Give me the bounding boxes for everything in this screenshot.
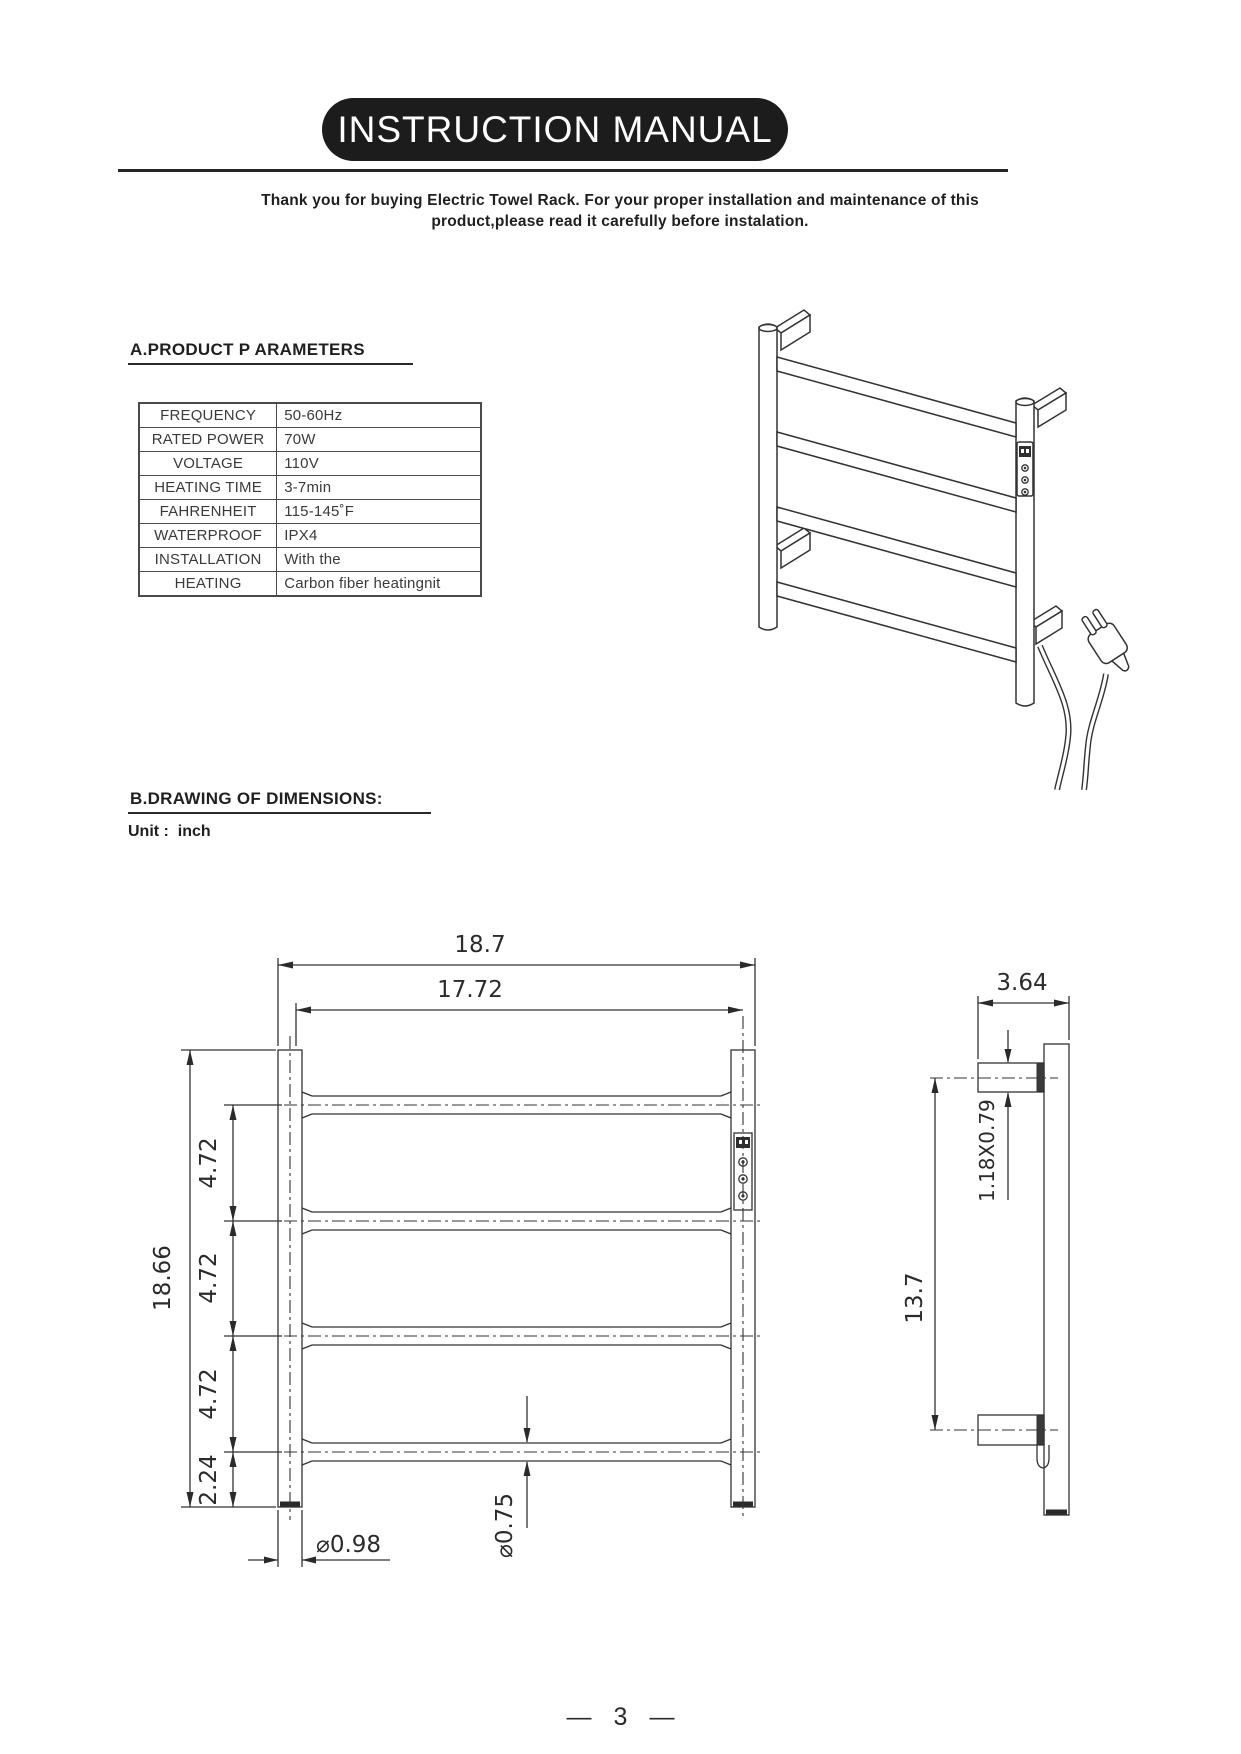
table-row bbox=[139, 428, 481, 452]
rack-rails bbox=[777, 357, 1016, 662]
param-value: IPX4 bbox=[277, 524, 481, 548]
param-label: INSTALLATION bbox=[139, 548, 277, 572]
param-value: 3-7min bbox=[277, 476, 481, 500]
table-row bbox=[139, 548, 481, 572]
param-value: 50-60Hz bbox=[277, 403, 481, 428]
table-row bbox=[139, 452, 481, 476]
dim-bracket-size: 1.18X0.79 bbox=[975, 1099, 999, 1202]
dim-depth: 3.64 bbox=[996, 970, 1048, 996]
intro-paragraph bbox=[100, 190, 1140, 232]
dimension-drawing bbox=[60, 840, 1200, 1620]
power-plug-icon bbox=[1076, 606, 1138, 679]
param-value: 110V bbox=[277, 452, 481, 476]
intro-line-1: Thank you for buying Electric Towel Rack. For your proper installation and maintenance of this bbox=[261, 192, 979, 209]
side-view bbox=[902, 970, 1069, 1515]
dim-tube-diameter: ⌀0.75 bbox=[492, 1492, 518, 1558]
rails bbox=[302, 1092, 731, 1465]
header-divider-rule bbox=[118, 169, 1008, 172]
dim-overall-width: 18.7 bbox=[454, 932, 506, 958]
dim-bracket-span: 13.7 bbox=[902, 1272, 928, 1324]
footer-dash-right: — bbox=[649, 1703, 675, 1731]
dim-overall-height: 18.66 bbox=[150, 1245, 176, 1311]
cable-stub-icon bbox=[1037, 1445, 1049, 1468]
table-row bbox=[139, 403, 481, 428]
param-label: HEATING bbox=[139, 572, 277, 597]
section-b-heading: B.DRAWING OF DIMENSIONS: bbox=[128, 789, 431, 814]
dim-bottom-offset: 2.24 bbox=[196, 1454, 222, 1506]
power-cord-icon bbox=[1040, 646, 1106, 790]
dim-post-diameter: ⌀0.98 bbox=[316, 1532, 382, 1558]
section-b bbox=[128, 789, 431, 814]
section-a-heading: A.PRODUCT P ARAMETERS bbox=[128, 340, 413, 365]
title-banner bbox=[322, 98, 788, 161]
param-label: HEATING TIME bbox=[139, 476, 277, 500]
page-footer bbox=[0, 1703, 1241, 1732]
param-value: 115-145˚F bbox=[277, 500, 481, 524]
dim-rail-width: 17.72 bbox=[437, 977, 503, 1003]
param-label: FREQUENCY bbox=[139, 403, 277, 428]
page-number: 3 bbox=[613, 1703, 628, 1731]
param-value: Carbon fiber heatingnit bbox=[277, 572, 481, 597]
table-row bbox=[139, 476, 481, 500]
dim-rail-spacing-2: 4.72 bbox=[196, 1252, 222, 1304]
param-value: 70W bbox=[277, 428, 481, 452]
param-label: FAHRENHEIT bbox=[139, 500, 277, 524]
table-row bbox=[139, 524, 481, 548]
front-view bbox=[150, 932, 760, 1567]
footer-dash-left: — bbox=[566, 1703, 592, 1731]
page-title: INSTRUCTION MANUAL bbox=[337, 108, 773, 150]
towel-rack-isometric-drawing bbox=[640, 270, 1160, 790]
param-label: RATED POWER bbox=[139, 428, 277, 452]
control-panel-icon bbox=[1017, 442, 1033, 496]
intro-line-2: product,please read it carefully before instalation. bbox=[431, 213, 809, 230]
dim-rail-spacing-3: 4.72 bbox=[196, 1368, 222, 1420]
table-row bbox=[139, 572, 481, 597]
table-row bbox=[139, 500, 481, 524]
dim-rail-spacing-1: 4.72 bbox=[196, 1137, 222, 1189]
param-label: WATERPROOF bbox=[139, 524, 277, 548]
section-a bbox=[128, 340, 413, 365]
param-label: VOLTAGE bbox=[139, 452, 277, 476]
parameters-table bbox=[138, 402, 482, 597]
param-value: With the bbox=[277, 548, 481, 572]
unit-label: Unit : inch bbox=[128, 823, 211, 840]
